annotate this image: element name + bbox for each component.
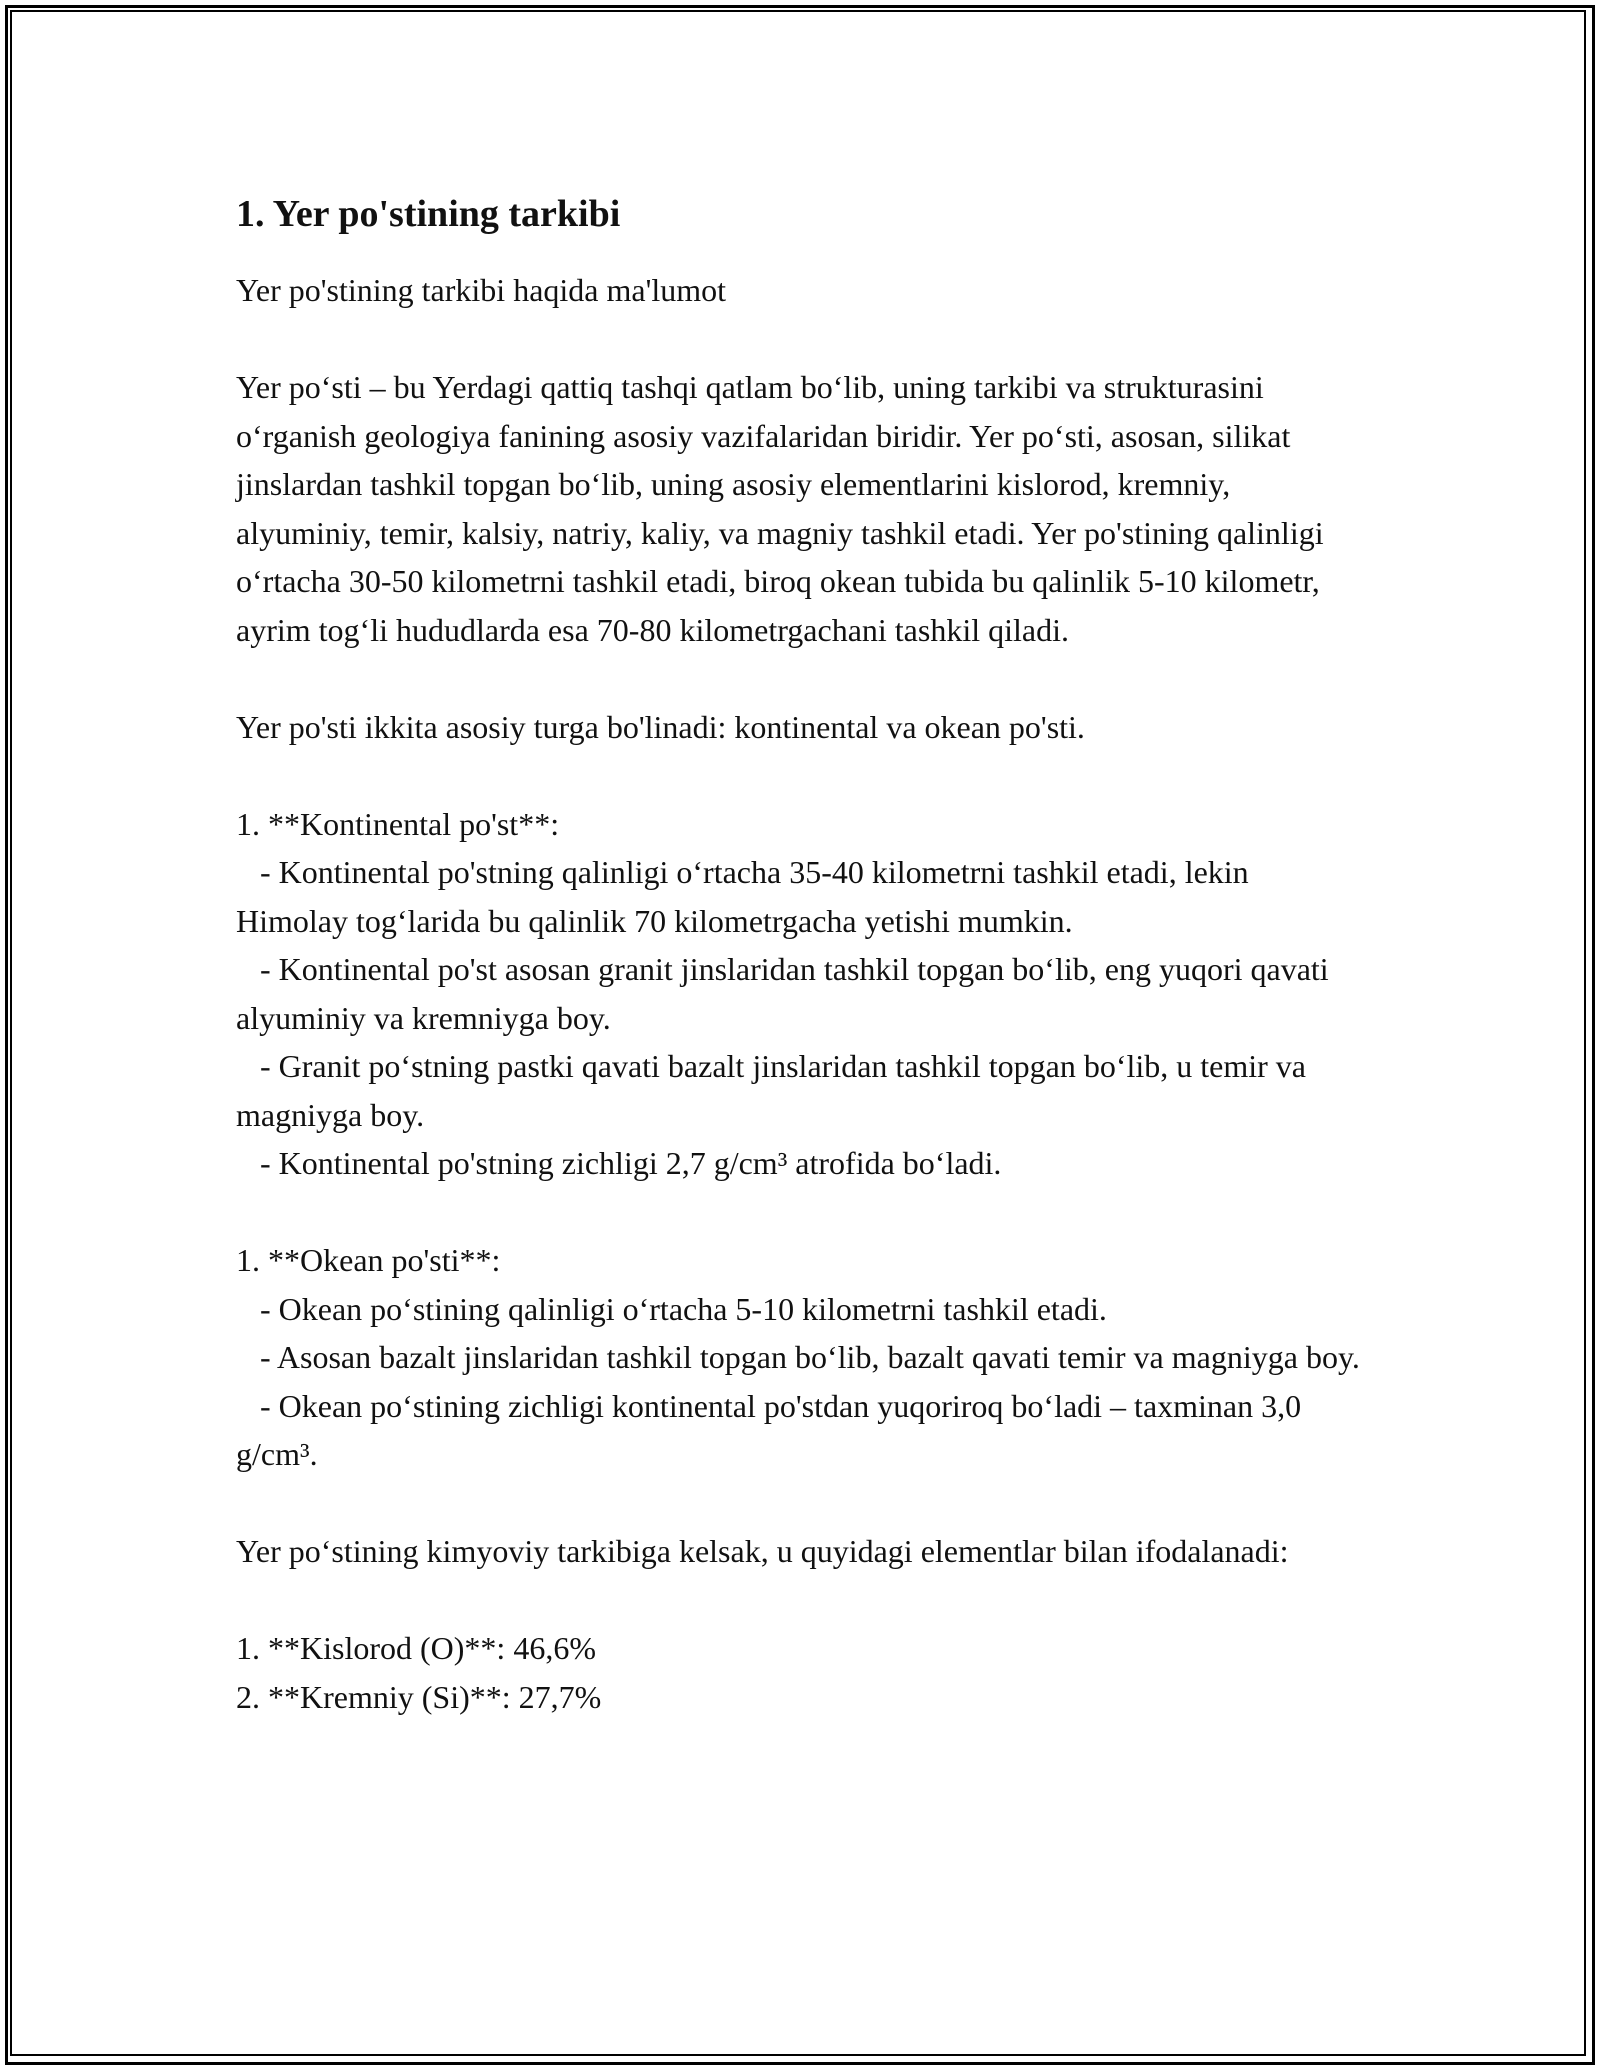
spacer xyxy=(236,1576,1366,1625)
continental-heading: 1. **Kontinental po'st**: xyxy=(236,805,560,842)
continental-section xyxy=(236,800,1366,1188)
continental-point: - Kontinental po'stning qalinligi o‘rtacha 35-40 kilometrni tashkil etadi, lekin Himolay tog‘larida bu qalinlik 70 kilometrgacha yetishi mumkin. xyxy=(236,854,1257,939)
oceanic-point: - Okean po‘stining zichligi kontinental po'stdan yuqoriroq bo‘ladi – taxminan 3,0 g/cm³. xyxy=(236,1387,1310,1472)
types-sentence: Yer po'sti ikkita asosiy turga bo'linadi: kontinental va okean po'sti. xyxy=(236,708,1085,745)
chemical-intro: Yer po‘stining kimyoviy tarkibiga kelsak, u quyidagi elementlar bilan ifodalanadi: xyxy=(236,1533,1289,1569)
oceanic-point: - Okean po‘stining qalinligi o‘rtacha 5-10 kilometrni tashkil etadi. xyxy=(236,1290,1107,1327)
spacer xyxy=(236,1188,1366,1237)
continental-point: - Kontinental po'st asosan granit jinslaridan tashkil topgan bo‘lib, eng yuqori qavati alyuminiy va kremniyga boy. xyxy=(236,951,1337,1036)
intro-paragraph: Yer po‘sti – bu Yerdagi qattiq tashqi qatlam bo‘lib, uning tarkibi va strukturasini o‘rganish geologiya fanining asosiy vazifalaridan biridir. Yer po‘sti, asosan, silikat jinslardan tashkil topgan bo‘lib, uning asosiy elementlarini kislorod, kremniy, alyuminiy, temir, kalsiy, natriy, kaliy, va magniy tashkil etadi. Yer po'stining qalinligi o‘rtacha 30-50 kilometrni tashkil etadi, biroq okean tubida bu qalinlik 5-10 kilometr, ayrim tog‘li hududlarda esa 70-80 kilometrgachani tashkil qiladi. xyxy=(236,369,1332,648)
elements-list xyxy=(236,1624,1366,1721)
document-subtitle: Yer po'stining tarkibi haqida ma'lumot xyxy=(236,272,727,308)
document-title: 1. Yer po'stining tarkibi xyxy=(236,193,621,235)
oceanic-section xyxy=(236,1236,1366,1479)
element-item: 1. **Kislorod (O)**: 46,6% xyxy=(236,1630,596,1666)
oceanic-heading: 1. **Okean po'sti**: xyxy=(236,1242,501,1278)
spacer xyxy=(236,1479,1366,1528)
spacer xyxy=(236,654,1366,703)
continental-point: - Kontinental po'stning zichligi 2,7 g/cm³ atrofida bo‘ladi. xyxy=(236,1145,1002,1181)
element-item: 2. **Kremniy (Si)**: 27,7% xyxy=(236,1678,602,1715)
document-body xyxy=(236,188,1366,1721)
spacer xyxy=(236,315,1366,364)
oceanic-point: - Asosan bazalt jinslaridan tashkil topgan bo‘lib, bazalt qavati temir va magniyga boy. xyxy=(236,1339,1360,1375)
continental-point: - Granit po‘stning pastki qavati bazalt jinslaridan tashkil topgan bo‘lib, u temir va magniyga boy. xyxy=(236,1048,1314,1133)
spacer xyxy=(236,751,1366,800)
